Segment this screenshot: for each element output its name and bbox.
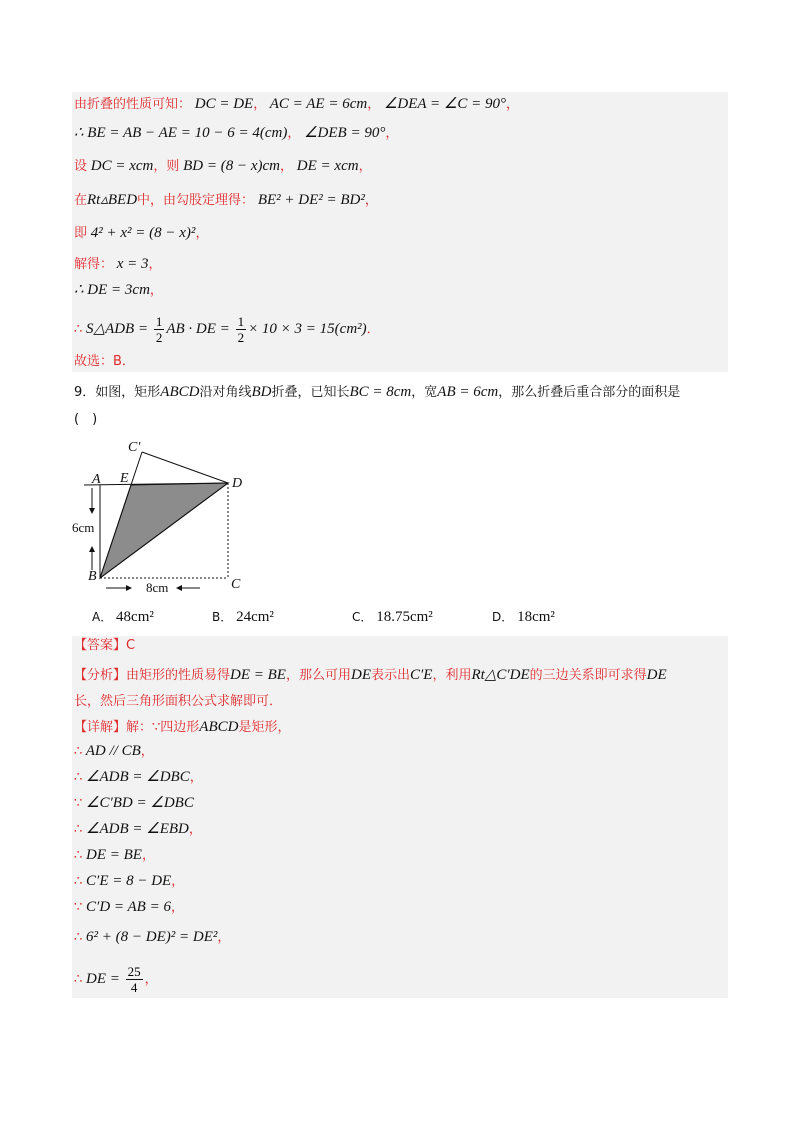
math-expression: ∠ADB = ∠DBC [82,769,190,785]
text-segment: ， [358,159,372,174]
text-segment: 即 [74,226,88,241]
text-line [74,410,97,430]
text-line [74,717,290,738]
text-segment: 【答案】C [74,638,136,653]
text-segment: 在 [74,193,88,208]
math-expression: ABCD [199,719,239,735]
math-expression: AB · DE = [166,321,234,337]
text-segment: ， [170,900,184,915]
numerator: 1 [237,314,245,329]
math-expression: BE² + DE² = BD² [254,192,365,208]
math-expression: DE [350,667,371,683]
text-segment: ∵ [74,796,83,811]
math-expression: C′D = AB = 6 [82,899,171,915]
text-segment: ∴ [74,744,83,759]
text-segment: ，那么可用 [285,668,351,683]
math-expression: DE = xcm [293,158,359,174]
text-line [74,280,163,301]
option-value: 18.75cm² [376,609,433,625]
option-letter: B． [212,610,233,624]
denominator: 2 [155,330,163,345]
text-line [74,845,155,866]
label-C: C [231,577,241,592]
label-D: D [232,476,243,491]
text-line [74,123,398,144]
text-segment: 表示出 [370,668,410,683]
math-expression: DC = xcm [87,158,154,174]
text-line [74,156,372,177]
text-segment: ∴ [74,770,83,785]
math-expression: ∠C′BD = ∠DBC [82,795,194,811]
text-segment: 【详解】解：∵四边形 [74,720,200,735]
text-line [74,819,202,840]
math-expression: DE = BE [82,847,142,863]
text-segment: ∴ [74,822,83,837]
math-expression: C′E = 8 − DE [82,873,172,889]
math-expression: DE [646,667,667,683]
text-segment: 是矩形， [238,720,291,735]
text-segment: ( ) [74,412,98,427]
text-segment: ， [141,848,155,863]
text-segment: ， [144,972,158,987]
text-line [74,223,208,244]
text-line [74,793,194,814]
text-segment: ∴ [74,848,83,863]
text-line [74,190,378,211]
text-line [74,352,135,372]
text-segment: ，那么折叠后重合部分的面积是 [498,385,681,400]
text-line [74,254,162,275]
text-segment: 由折叠的性质可知： [74,97,192,112]
text-segment: ， [367,97,381,112]
math-expression: C′E [410,667,433,683]
text-segment: ，则 [153,159,180,174]
width-label: 8cm [146,580,169,595]
text-segment: 故选：B． [74,354,135,369]
text-line [74,964,158,995]
math-expression: × 10 × 3 = 15(cm²) [248,321,367,337]
math-expression: DC = DE [191,96,254,112]
option-a[interactable] [92,608,154,626]
text-segment: ， [195,226,209,241]
label-A: A [92,472,101,487]
text-segment: ， [171,874,185,889]
text-segment: ， [149,283,163,298]
text-segment: 【分析】由矩形的性质易得 [74,668,231,683]
math-expression: ∴ DE = 3cm [74,282,150,298]
math-expression: ∠DEB = 90° [300,125,386,141]
text-segment: 长，然后三角形面积公式求解即可． [74,694,283,709]
text-segment: ， [364,193,378,208]
text-segment: ， [287,126,301,141]
math-expression: BC = 8cm [349,384,412,400]
math-expression: BD = (8 − x)cm [179,158,281,174]
text-segment: ， [253,97,267,112]
text-segment: ， [140,744,154,759]
math-expression: S△ADB = [82,321,152,337]
text-line [74,94,519,115]
text-segment: ∴ [74,322,83,337]
math-expression: x = 3 [113,256,149,272]
fraction [236,314,247,345]
math-expression: ABCD [160,384,200,400]
text-segment: ， [189,770,203,785]
text-segment: ，宽 [411,385,438,400]
label-E: E [120,471,129,486]
text-line [74,927,230,948]
rectangle-fold-figure [60,436,260,596]
math-expression: ∠ADB = ∠EBD [82,821,189,837]
text-line [74,314,380,345]
denominator: 2 [237,330,245,345]
text-segment: ． [366,322,380,337]
height-label: 6cm [72,520,95,535]
text-line [74,741,154,762]
math-expression: DE = BE [230,667,286,683]
math-expression: BD [251,384,272,400]
fraction [154,314,165,345]
text-segment: 中，由勾股定理得： [137,193,255,208]
label-C-prime: C′ [128,440,141,455]
numerator: 25 [127,964,141,979]
text-segment: ，利用 [432,668,472,683]
text-line [74,636,135,656]
label-B: B [88,569,97,584]
text-segment: ∴ [74,972,83,987]
math-expression: AD // CB [82,743,141,759]
math-expression: Rt▵BED [87,192,138,208]
text-segment: ， [505,97,519,112]
math-expression: AB = 6cm [437,384,499,400]
text-segment: ∴ [74,874,83,889]
option-value: 48cm² [116,609,154,625]
math-expression: Rt△C′DE [471,667,530,683]
math-expression: ∴ BE = AB − AE = 10 − 6 = 4(cm) [74,125,288,141]
numerator: 1 [155,314,163,329]
text-segment: ， [148,257,162,272]
text-line [74,767,203,788]
math-expression: 4² + x² = (8 − x)² [87,225,196,241]
math-expression: 6² + (8 − DE)² = DE² [82,929,218,945]
option-value: 24cm² [236,609,274,625]
text-segment: ， [217,930,231,945]
text-line [74,871,184,892]
option-d[interactable] [492,608,555,626]
text-line [74,665,667,686]
text-segment: 折叠，已知长 [271,385,350,400]
option-c[interactable] [352,608,433,626]
text-line [74,382,680,403]
text-segment: ∴ [74,930,83,945]
option-letter: A． [92,610,113,624]
option-value: 18cm² [517,609,555,625]
text-segment: ， [385,126,399,141]
text-segment: 9．如图，矩形 [74,385,161,400]
fraction [126,964,143,995]
text-segment: ， [188,822,202,837]
math-expression: ∠DEA = ∠C = 90° [380,96,506,112]
math-expression: AC = AE = 6cm [266,96,368,112]
text-segment: ∵ [74,900,83,915]
text-segment: 解得： [74,257,114,272]
option-letter: D． [492,610,514,624]
text-segment: 沿对角线 [199,385,252,400]
option-letter: C． [352,610,373,624]
denominator: 4 [130,980,138,995]
text-segment: 设 [74,159,88,174]
text-line [74,692,282,712]
text-segment: ， [280,159,294,174]
option-b[interactable] [212,608,274,626]
text-segment: 的三边关系即可求得 [529,668,647,683]
math-expression: DE = [82,971,124,987]
text-line [74,897,184,918]
